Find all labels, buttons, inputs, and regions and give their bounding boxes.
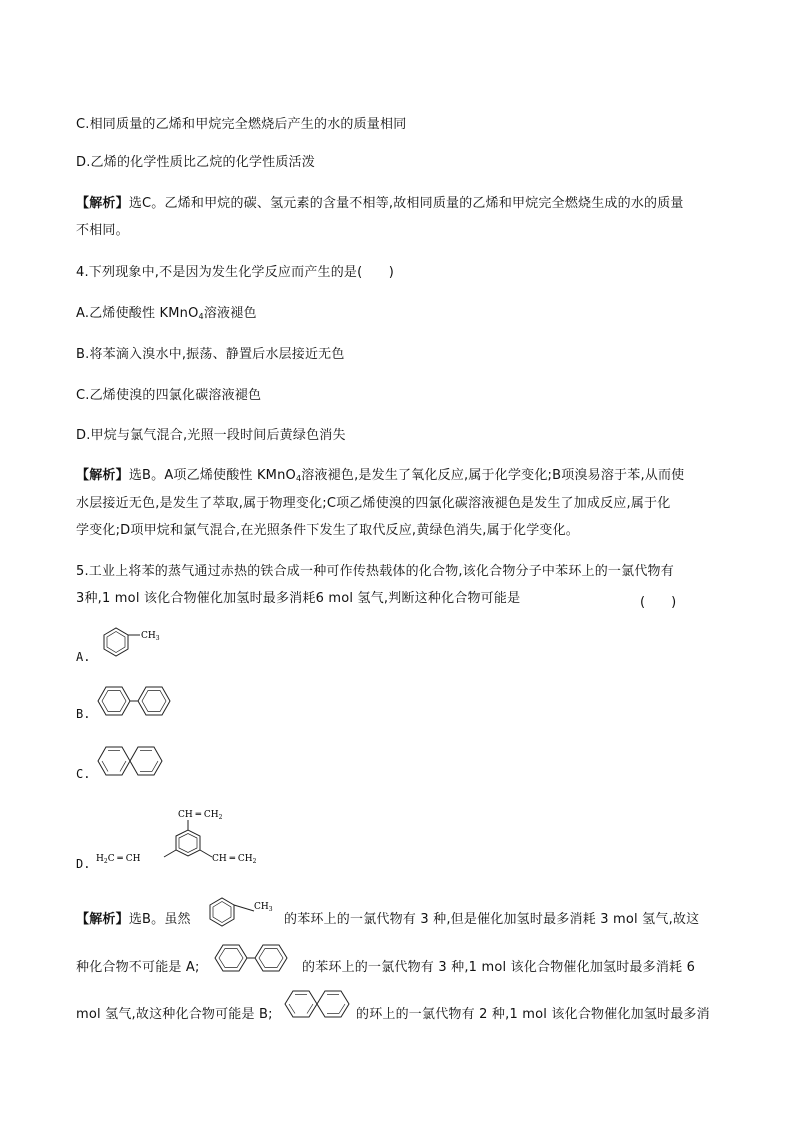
q3-analysis-line-1: [76, 196, 684, 212]
text: 选B。A项乙烯使酸性 KMnO: [128, 468, 296, 483]
q3-analysis-line-2: 不相同。: [76, 223, 129, 238]
q4-analysis-line-3: 学变化;D项甲烷和氯气混合,在光照条件下发生了取代反应,黄绿色消失,属于化学变化。: [76, 523, 579, 538]
naphthalene-structure: [94, 742, 164, 782]
vinyl-right-label: CH ═ $CH_2$: [212, 854, 257, 865]
q5-analysis-line-2b: 的苯环上的一氯代物有 3 种,1 mol 该化合物催化加氢时最多消耗 6: [302, 960, 696, 975]
ch3-label: $CH_3$: [254, 902, 273, 913]
q3-option-c: C.相同质量的乙烯和甲烷完全燃烧后产生的水的质量相同: [76, 117, 407, 132]
biphenyl-structure: [94, 682, 184, 722]
analysis-tag: 【解析】: [76, 196, 129, 211]
text: A.乙烯使酸性 KMnO: [76, 306, 199, 321]
toluene-inline-structure: [204, 893, 282, 929]
naphthalene-inline-structure: [283, 986, 351, 1022]
analysis-text: 选C。乙烯和甲烷的碳、氢元素的含量不相等,故相同质量的乙烯和甲烷完全燃烧生成的水的质量: [128, 196, 684, 211]
q4-option-c: C.乙烯使溴的四氯化碳溶液褪色: [76, 388, 262, 403]
subscript: 4: [295, 474, 302, 483]
answer-paren: ( ): [640, 595, 677, 610]
text: 选B。虽然: [128, 912, 191, 927]
text: 溶液褪色: [203, 306, 257, 321]
q5-option-a-label: A.: [76, 650, 91, 664]
q4-option-d: D.甲烷与氯气混合,光照一段时间后黄绿色消失: [76, 428, 346, 443]
subscript: 4: [198, 312, 204, 321]
vinyl-top-label: CH ═ $CH_2$: [178, 810, 223, 821]
biphenyl-inline-structure: [211, 940, 299, 976]
toluene-structure: [92, 625, 182, 665]
text: 溶液褪色,是发生了氧化反应,属于化学变化;B项溴易溶于苯,从而使: [301, 468, 685, 483]
q5-option-c-label: C.: [76, 767, 91, 781]
q5-option-b-label: B.: [76, 707, 91, 721]
q5-stem-line-2: 3种,1 mol 该化合物催化加氢时最多消耗6 mol 氢气,判断这种化合物可能是: [76, 591, 521, 606]
trivinylbenzene-structure: [94, 800, 284, 876]
q5-analysis-line-1: [76, 912, 191, 928]
ch3-label: $CH_3$: [141, 631, 160, 642]
q4-option-b: B.将苯滴入溴水中,振荡、静置后水层接近无色: [76, 347, 345, 362]
q5-stem-line-1: 5.工业上将苯的蒸气通过赤热的铁合成一种可作传热载体的化合物,该化合物分子中苯环上的一氯代物有: [76, 564, 674, 579]
analysis-tag: 【解析】: [76, 912, 129, 927]
q4-analysis-line-1: [76, 468, 684, 487]
q5-analysis-line-3: mol 氢气,故这种化合物可能是 B;: [76, 1007, 273, 1022]
vinyl-left-label: $H_2C$ ═ CH: [96, 854, 141, 865]
q4-stem: 4.下列现象中,不是因为发生化学反应而产生的是( ): [76, 265, 395, 280]
q3-option-d: D.乙烯的化学性质比乙烷的化学性质活泼: [76, 155, 315, 170]
analysis-tag: 【解析】: [76, 468, 129, 483]
q4-option-a: [76, 306, 257, 325]
q5-analysis-line-1b: 的苯环上的一氯代物有 3 种,但是催化加氢时最多消耗 3 mol 氢气,故这: [284, 912, 700, 927]
q4-analysis-line-2: 水层接近无色,是发生了萃取,属于物理变化;C项乙烯使溴的四氯化碳溶液褪色是发生了加成反应,属于化: [76, 496, 671, 511]
q5-analysis-line-3b: 的环上的一氯代物有 2 种,1 mol 该化合物催化加氢时最多消: [356, 1007, 710, 1022]
q5-option-d-label: D.: [76, 857, 91, 871]
q5-analysis-line-2: 种化合物不可能是 A;: [76, 960, 200, 975]
